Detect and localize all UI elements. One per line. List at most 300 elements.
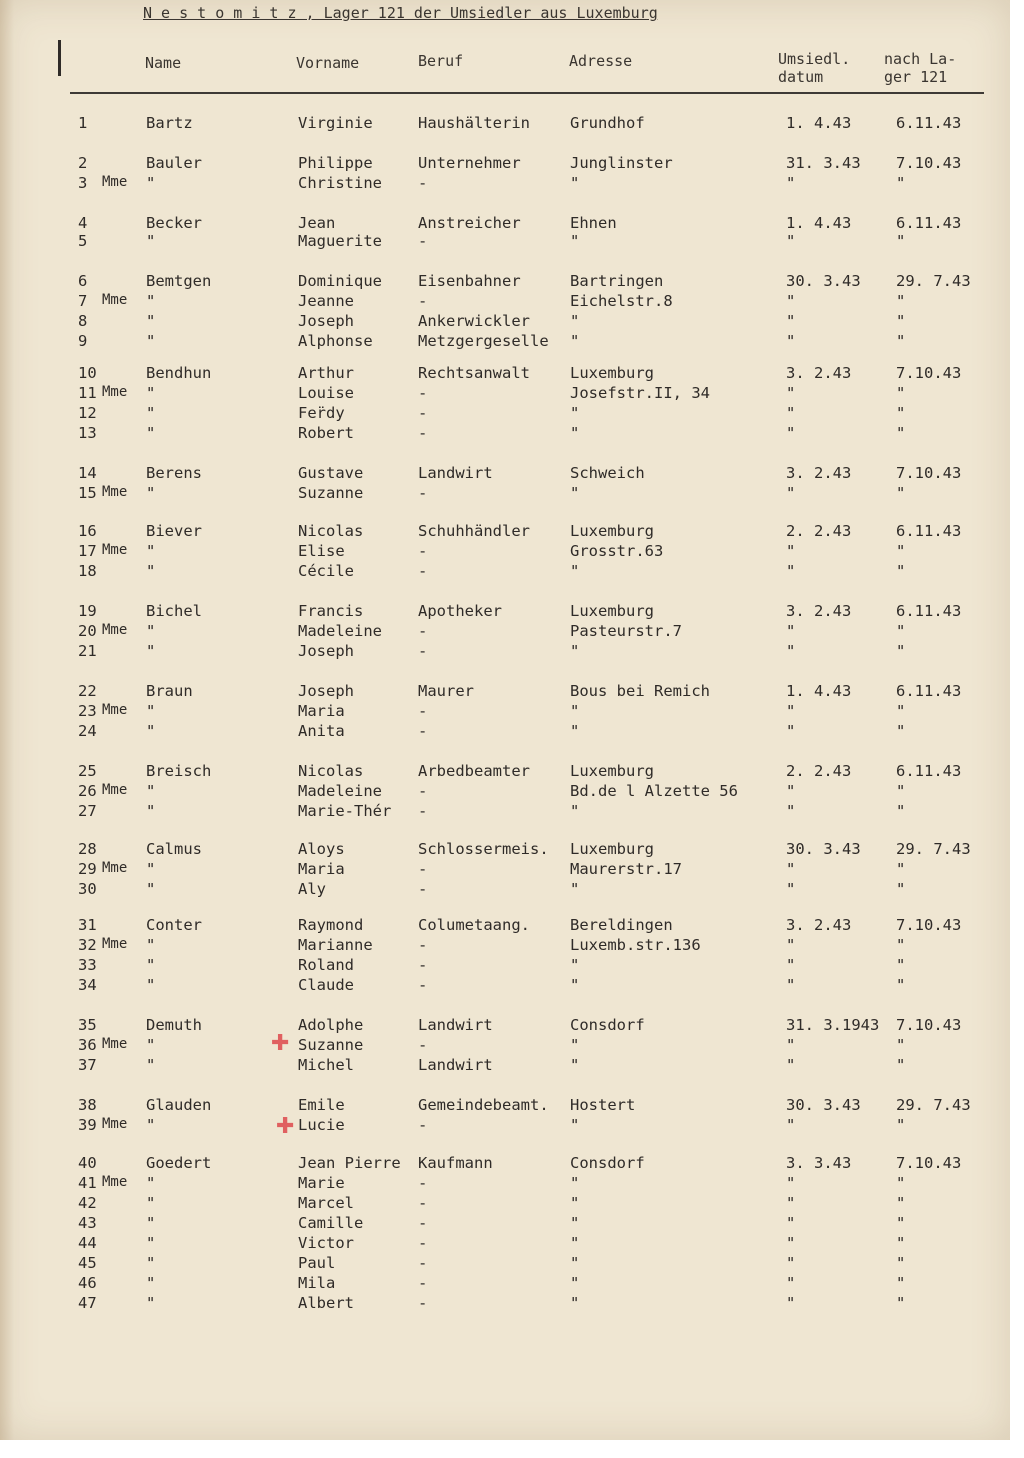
row-name: Conter bbox=[146, 916, 202, 934]
table-row bbox=[0, 1234, 1000, 1254]
table-row bbox=[0, 272, 1000, 292]
red-cross-icon: ✚ bbox=[276, 1114, 295, 1139]
row-nach-lager: " bbox=[896, 542, 906, 560]
row-nach-lager: 7.10.43 bbox=[896, 916, 962, 934]
row-beruf: - bbox=[418, 860, 428, 878]
table-row bbox=[0, 562, 1000, 582]
row-umsiedl-datum: " bbox=[786, 1174, 796, 1192]
row-name: " bbox=[146, 384, 156, 402]
row-umsiedl-datum: 30. 3.43 bbox=[786, 840, 861, 858]
table-row bbox=[0, 464, 1000, 484]
row-adresse: " bbox=[570, 404, 580, 422]
row-number: 44 bbox=[78, 1234, 97, 1252]
row-vorname: Emile bbox=[298, 1096, 345, 1114]
row-nach-lager: 7.10.43 bbox=[896, 154, 962, 172]
row-nach-lager: " bbox=[896, 384, 906, 402]
row-nach-lager: " bbox=[896, 232, 906, 250]
row-umsiedl-datum: 3. 2.43 bbox=[786, 916, 852, 934]
row-number: 24 bbox=[78, 722, 97, 740]
row-beruf: Schuhhändler bbox=[418, 522, 530, 540]
row-nach-lager: " bbox=[896, 1294, 906, 1312]
row-vorname: Cécile bbox=[298, 562, 354, 580]
table-row bbox=[0, 364, 1000, 384]
row-umsiedl-datum: 30. 3.43 bbox=[786, 272, 861, 290]
row-adresse: " bbox=[570, 802, 580, 820]
table-row bbox=[0, 722, 1000, 742]
row-adresse: " bbox=[570, 312, 580, 330]
row-number: 16 bbox=[78, 522, 97, 540]
row-umsiedl-datum: " bbox=[786, 1116, 796, 1134]
row-title: Mme bbox=[102, 1036, 128, 1052]
row-adresse: " bbox=[570, 880, 580, 898]
table-row bbox=[0, 916, 1000, 936]
row-nach-lager: " bbox=[896, 802, 906, 820]
row-nach-lager: " bbox=[896, 642, 906, 660]
table-row bbox=[0, 424, 1000, 444]
row-beruf: - bbox=[418, 936, 428, 954]
row-number: 12 bbox=[78, 404, 97, 422]
table-row bbox=[0, 1154, 1000, 1174]
row-vorname: Mila bbox=[298, 1274, 336, 1292]
table-row bbox=[0, 114, 1000, 134]
row-beruf: - bbox=[418, 424, 428, 442]
row-adresse: " bbox=[570, 1056, 580, 1074]
row-beruf: Gemeindebeamt. bbox=[418, 1096, 549, 1114]
row-name: " bbox=[146, 622, 156, 640]
row-name: " bbox=[146, 1036, 156, 1054]
row-name: " bbox=[146, 404, 156, 422]
row-name: " bbox=[146, 292, 156, 310]
row-nach-lager: " bbox=[896, 1174, 906, 1192]
row-name: Glauden bbox=[146, 1096, 212, 1114]
row-beruf: - bbox=[418, 1234, 428, 1252]
row-nach-lager: 6.11.43 bbox=[896, 682, 962, 700]
row-nach-lager: " bbox=[896, 174, 906, 192]
table-row bbox=[0, 1016, 1000, 1036]
row-adresse: Luxemburg bbox=[570, 364, 654, 382]
row-number: 25 bbox=[78, 762, 97, 780]
row-name: " bbox=[146, 880, 156, 898]
row-vorname: Marcel bbox=[298, 1194, 354, 1212]
table-row bbox=[0, 1096, 1000, 1116]
row-vorname: Louise bbox=[298, 384, 354, 402]
table-row bbox=[0, 622, 1000, 642]
row-number: 39 bbox=[78, 1116, 97, 1134]
row-adresse: " bbox=[570, 1274, 580, 1292]
row-umsiedl-datum: 3. 3.43 bbox=[786, 1154, 852, 1172]
row-number: 9 bbox=[78, 332, 88, 350]
row-vorname: Robert bbox=[298, 424, 354, 442]
row-umsiedl-datum: " bbox=[786, 1294, 796, 1312]
table-row bbox=[0, 602, 1000, 622]
row-number: 34 bbox=[78, 976, 97, 994]
row-umsiedl-datum: " bbox=[786, 292, 796, 310]
row-beruf: Anstreicher bbox=[418, 214, 521, 232]
row-number: 23 bbox=[78, 702, 97, 720]
table-row bbox=[0, 1174, 1000, 1194]
table-row bbox=[0, 976, 1000, 996]
row-adresse: " bbox=[570, 722, 580, 740]
row-vorname: Adolphe bbox=[298, 1016, 364, 1034]
row-umsiedl-datum: " bbox=[786, 232, 796, 250]
row-beruf: - bbox=[418, 956, 428, 974]
row-umsiedl-datum: 3. 2.43 bbox=[786, 464, 852, 482]
row-number: 8 bbox=[78, 312, 88, 330]
row-name: " bbox=[146, 1274, 156, 1292]
row-adresse: " bbox=[570, 956, 580, 974]
row-vorname: Roland bbox=[298, 956, 354, 974]
row-beruf: - bbox=[418, 1294, 428, 1312]
table-row bbox=[0, 860, 1000, 880]
row-adresse: " bbox=[570, 232, 580, 250]
row-name: " bbox=[146, 312, 156, 330]
row-beruf: - bbox=[418, 1036, 428, 1054]
row-number: 21 bbox=[78, 642, 97, 660]
row-number: 18 bbox=[78, 562, 97, 580]
row-nach-lager: " bbox=[896, 956, 906, 974]
row-number: 38 bbox=[78, 1096, 97, 1114]
row-adresse: " bbox=[570, 1234, 580, 1252]
row-name: Demuth bbox=[146, 1016, 202, 1034]
row-beruf: Maurer bbox=[418, 682, 474, 700]
table-row bbox=[0, 384, 1000, 404]
row-umsiedl-datum: " bbox=[786, 542, 796, 560]
row-umsiedl-datum: " bbox=[786, 642, 796, 660]
table-row bbox=[0, 404, 1000, 424]
row-beruf: - bbox=[418, 1254, 428, 1272]
row-beruf: - bbox=[418, 1274, 428, 1292]
row-name: " bbox=[146, 1116, 156, 1134]
row-name: Braun bbox=[146, 682, 193, 700]
row-vorname: Maria bbox=[298, 702, 345, 720]
row-number: 17 bbox=[78, 542, 97, 560]
row-beruf: - bbox=[418, 174, 428, 192]
row-beruf: - bbox=[418, 782, 428, 800]
table-row bbox=[0, 1214, 1000, 1234]
row-adresse: " bbox=[570, 702, 580, 720]
row-umsiedl-datum: 30. 3.43 bbox=[786, 1096, 861, 1114]
row-umsiedl-datum: " bbox=[786, 722, 796, 740]
row-umsiedl-datum: " bbox=[786, 1234, 796, 1252]
row-number: 32 bbox=[78, 936, 97, 954]
row-beruf: - bbox=[418, 642, 428, 660]
row-nach-lager: 29. 7.43 bbox=[896, 840, 971, 858]
row-umsiedl-datum: " bbox=[786, 1214, 796, 1232]
row-beruf: - bbox=[418, 702, 428, 720]
row-number: 31 bbox=[78, 916, 97, 934]
row-adresse: " bbox=[570, 1174, 580, 1192]
row-name: " bbox=[146, 1234, 156, 1252]
row-name: Bemtgen bbox=[146, 272, 212, 290]
row-umsiedl-datum: " bbox=[786, 562, 796, 580]
row-name: Goedert bbox=[146, 1154, 212, 1172]
row-number: 27 bbox=[78, 802, 97, 820]
row-umsiedl-datum: 1. 4.43 bbox=[786, 114, 852, 132]
table-row bbox=[0, 1254, 1000, 1274]
row-number: 29 bbox=[78, 860, 97, 878]
row-beruf: - bbox=[418, 542, 428, 560]
row-nach-lager: 7.10.43 bbox=[896, 364, 962, 382]
table-row bbox=[0, 154, 1000, 174]
row-beruf: - bbox=[418, 880, 428, 898]
row-umsiedl-datum: " bbox=[786, 976, 796, 994]
row-nach-lager: " bbox=[896, 562, 906, 580]
header-beruf: Beruf bbox=[418, 52, 464, 70]
row-adresse: Luxemburg bbox=[570, 762, 654, 780]
row-beruf: Columetaang. bbox=[418, 916, 530, 934]
row-adresse: Hostert bbox=[570, 1096, 636, 1114]
row-number: 35 bbox=[78, 1016, 97, 1034]
table-row bbox=[0, 484, 1000, 504]
row-nach-lager: " bbox=[896, 702, 906, 720]
row-beruf: Schlossermeis. bbox=[418, 840, 549, 858]
row-title: Mme bbox=[102, 622, 128, 638]
row-umsiedl-datum: 2. 2.43 bbox=[786, 522, 852, 540]
row-beruf: - bbox=[418, 722, 428, 740]
header-adresse: Adresse bbox=[569, 52, 633, 70]
row-nach-lager: " bbox=[896, 1274, 906, 1292]
table-row bbox=[0, 1194, 1000, 1214]
row-adresse: " bbox=[570, 1214, 580, 1232]
row-beruf: - bbox=[418, 1174, 428, 1192]
row-name: " bbox=[146, 702, 156, 720]
row-adresse: Pasteurstr.7 bbox=[570, 622, 682, 640]
row-title: Mme bbox=[102, 542, 128, 558]
row-number: 19 bbox=[78, 602, 97, 620]
row-nach-lager: 7.10.43 bbox=[896, 464, 962, 482]
row-name: Becker bbox=[146, 214, 202, 232]
table-row bbox=[0, 1294, 1000, 1314]
table-row bbox=[0, 174, 1000, 194]
table-row bbox=[0, 1036, 1000, 1056]
row-beruf: Rechtsanwalt bbox=[418, 364, 530, 382]
row-name: " bbox=[146, 802, 156, 820]
row-adresse: Junglinster bbox=[570, 154, 673, 172]
row-title: Mme bbox=[102, 384, 128, 400]
row-beruf: - bbox=[418, 976, 428, 994]
table-row bbox=[0, 762, 1000, 782]
row-vorname: Madeleine bbox=[298, 622, 382, 640]
row-umsiedl-datum: " bbox=[786, 384, 796, 402]
row-number: 15 bbox=[78, 484, 97, 502]
table-row bbox=[0, 332, 1000, 352]
header-rule bbox=[70, 92, 984, 94]
row-name: " bbox=[146, 722, 156, 740]
row-umsiedl-datum: " bbox=[786, 404, 796, 422]
table-row bbox=[0, 214, 1000, 234]
row-number: 3 bbox=[78, 174, 88, 192]
row-adresse: " bbox=[570, 642, 580, 660]
row-umsiedl-datum: " bbox=[786, 424, 796, 442]
row-title: Mme bbox=[102, 860, 128, 876]
row-nach-lager: " bbox=[896, 880, 906, 898]
row-vorname: Jean bbox=[298, 214, 336, 232]
row-name: " bbox=[146, 484, 156, 502]
table-row bbox=[0, 702, 1000, 722]
row-name: " bbox=[146, 232, 156, 250]
document-title: N e s t o m i t z , Lager 121 der Umsiedler aus Luxemburg bbox=[143, 4, 658, 22]
row-adresse: " bbox=[570, 1254, 580, 1272]
row-adresse: Bereldingen bbox=[570, 916, 673, 934]
row-vorname: Joseph bbox=[298, 642, 354, 660]
row-adresse: Ehnen bbox=[570, 214, 617, 232]
row-beruf: - bbox=[418, 802, 428, 820]
row-beruf: - bbox=[418, 232, 428, 250]
row-number: 6 bbox=[78, 272, 88, 290]
row-beruf: Arbedbeamter bbox=[418, 762, 530, 780]
row-nach-lager: " bbox=[896, 1056, 906, 1074]
row-nach-lager: " bbox=[896, 332, 906, 350]
row-umsiedl-datum: 2. 2.43 bbox=[786, 762, 852, 780]
row-umsiedl-datum: " bbox=[786, 1056, 796, 1074]
row-umsiedl-datum: " bbox=[786, 174, 796, 192]
row-number: 42 bbox=[78, 1194, 97, 1212]
row-adresse: Bd.de l Alzette 56 bbox=[570, 782, 738, 800]
row-name: " bbox=[146, 1174, 156, 1192]
row-vorname: Suzanne bbox=[298, 484, 364, 502]
row-umsiedl-datum: " bbox=[786, 484, 796, 502]
row-vorname: Joseph bbox=[298, 682, 354, 700]
row-nach-lager: " bbox=[896, 1214, 906, 1232]
row-name: " bbox=[146, 1194, 156, 1212]
row-nach-lager: 6.11.43 bbox=[896, 214, 962, 232]
table-row bbox=[0, 840, 1000, 860]
row-vorname: Nicolas bbox=[298, 522, 364, 540]
header-nach-lager: nach La- ger 121 bbox=[884, 50, 957, 86]
row-vorname: Dominique bbox=[298, 272, 382, 290]
row-number: 37 bbox=[78, 1056, 97, 1074]
table-row bbox=[0, 936, 1000, 956]
row-number: 14 bbox=[78, 464, 97, 482]
row-vorname: Marie bbox=[298, 1174, 345, 1192]
row-umsiedl-datum: 1. 4.43 bbox=[786, 214, 852, 232]
table-row bbox=[0, 1274, 1000, 1294]
row-vorname: Marianne bbox=[298, 936, 373, 954]
row-number: 20 bbox=[78, 622, 97, 640]
red-cross-icon: ✚ bbox=[271, 1031, 290, 1056]
row-vorname: Elise bbox=[298, 542, 345, 560]
row-umsiedl-datum: " bbox=[786, 802, 796, 820]
row-umsiedl-datum: " bbox=[786, 312, 796, 330]
row-adresse: " bbox=[570, 1194, 580, 1212]
row-nach-lager: 6.11.43 bbox=[896, 602, 962, 620]
row-beruf: Ankerwickler bbox=[418, 312, 530, 330]
row-umsiedl-datum: 1. 4.43 bbox=[786, 682, 852, 700]
row-number: 30 bbox=[78, 880, 97, 898]
row-umsiedl-datum: " bbox=[786, 782, 796, 800]
row-name: " bbox=[146, 562, 156, 580]
row-adresse: " bbox=[570, 1116, 580, 1134]
row-nach-lager: " bbox=[896, 1036, 906, 1054]
row-adresse: Luxemburg bbox=[570, 840, 654, 858]
row-beruf: - bbox=[418, 622, 428, 640]
row-name: " bbox=[146, 1214, 156, 1232]
row-name: " bbox=[146, 956, 156, 974]
row-vorname: Arthur bbox=[298, 364, 354, 382]
row-name: " bbox=[146, 860, 156, 878]
row-beruf: - bbox=[418, 404, 428, 422]
row-vorname: Claude bbox=[298, 976, 354, 994]
row-number: 10 bbox=[78, 364, 97, 382]
row-number: 5 bbox=[78, 232, 88, 250]
row-adresse: " bbox=[570, 424, 580, 442]
table-row bbox=[0, 782, 1000, 802]
row-nach-lager: " bbox=[896, 404, 906, 422]
table-row bbox=[0, 312, 1000, 332]
row-adresse: Grundhof bbox=[570, 114, 645, 132]
row-umsiedl-datum: " bbox=[786, 1274, 796, 1292]
row-name: Bartz bbox=[146, 114, 193, 132]
row-name: " bbox=[146, 1254, 156, 1272]
row-nach-lager: " bbox=[896, 936, 906, 954]
row-vorname: Victor bbox=[298, 1234, 354, 1252]
row-vorname: Suzanne bbox=[298, 1036, 364, 1054]
row-vorname: Alphonse bbox=[298, 332, 373, 350]
row-number: 26 bbox=[78, 782, 97, 800]
table-row bbox=[0, 642, 1000, 662]
row-title: Mme bbox=[102, 936, 128, 952]
row-adresse: Schweich bbox=[570, 464, 645, 482]
row-number: 22 bbox=[78, 682, 97, 700]
row-title: Mme bbox=[102, 292, 128, 308]
row-nach-lager: " bbox=[896, 860, 906, 878]
row-number: 2 bbox=[78, 154, 88, 172]
row-beruf: Eisenbahner bbox=[418, 272, 521, 290]
row-name: Berens bbox=[146, 464, 202, 482]
row-nach-lager: 6.11.43 bbox=[896, 522, 962, 540]
row-beruf: Landwirt bbox=[418, 1016, 493, 1034]
row-nach-lager: " bbox=[896, 1116, 906, 1134]
row-umsiedl-datum: " bbox=[786, 860, 796, 878]
table-row bbox=[0, 542, 1000, 562]
row-name: Bendhun bbox=[146, 364, 212, 382]
table-row bbox=[0, 292, 1000, 312]
row-beruf: - bbox=[418, 292, 428, 310]
row-vorname: Aly bbox=[298, 880, 326, 898]
row-umsiedl-datum: " bbox=[786, 956, 796, 974]
row-beruf: Landwirt bbox=[418, 464, 493, 482]
row-vorname: Philippe bbox=[298, 154, 373, 172]
row-adresse: " bbox=[570, 484, 580, 502]
row-name: Biever bbox=[146, 522, 202, 540]
row-title: Mme bbox=[102, 702, 128, 718]
row-umsiedl-datum: " bbox=[786, 332, 796, 350]
row-nach-lager: " bbox=[896, 1254, 906, 1272]
row-adresse: " bbox=[570, 562, 580, 580]
row-name: " bbox=[146, 976, 156, 994]
row-title: Mme bbox=[102, 484, 128, 500]
row-umsiedl-datum: " bbox=[786, 702, 796, 720]
table-row bbox=[0, 232, 1000, 252]
row-adresse: Eichelstr.8 bbox=[570, 292, 673, 310]
row-vorname: Maguerite bbox=[298, 232, 382, 250]
row-nach-lager: 7.10.43 bbox=[896, 1016, 962, 1034]
row-umsiedl-datum: " bbox=[786, 880, 796, 898]
row-beruf: Unternehmer bbox=[418, 154, 521, 172]
row-name: " bbox=[146, 174, 156, 192]
row-beruf: - bbox=[418, 484, 428, 502]
row-nach-lager: " bbox=[896, 722, 906, 740]
row-name: Bichel bbox=[146, 602, 202, 620]
row-vorname: Albert bbox=[298, 1294, 354, 1312]
table-row bbox=[0, 956, 1000, 976]
row-umsiedl-datum: 3. 2.43 bbox=[786, 602, 852, 620]
row-number: 7 bbox=[78, 292, 88, 310]
row-number: 28 bbox=[78, 840, 97, 858]
row-name: " bbox=[146, 1294, 156, 1312]
row-umsiedl-datum: 31. 3.43 bbox=[786, 154, 861, 172]
row-adresse: Maurerstr.17 bbox=[570, 860, 682, 878]
